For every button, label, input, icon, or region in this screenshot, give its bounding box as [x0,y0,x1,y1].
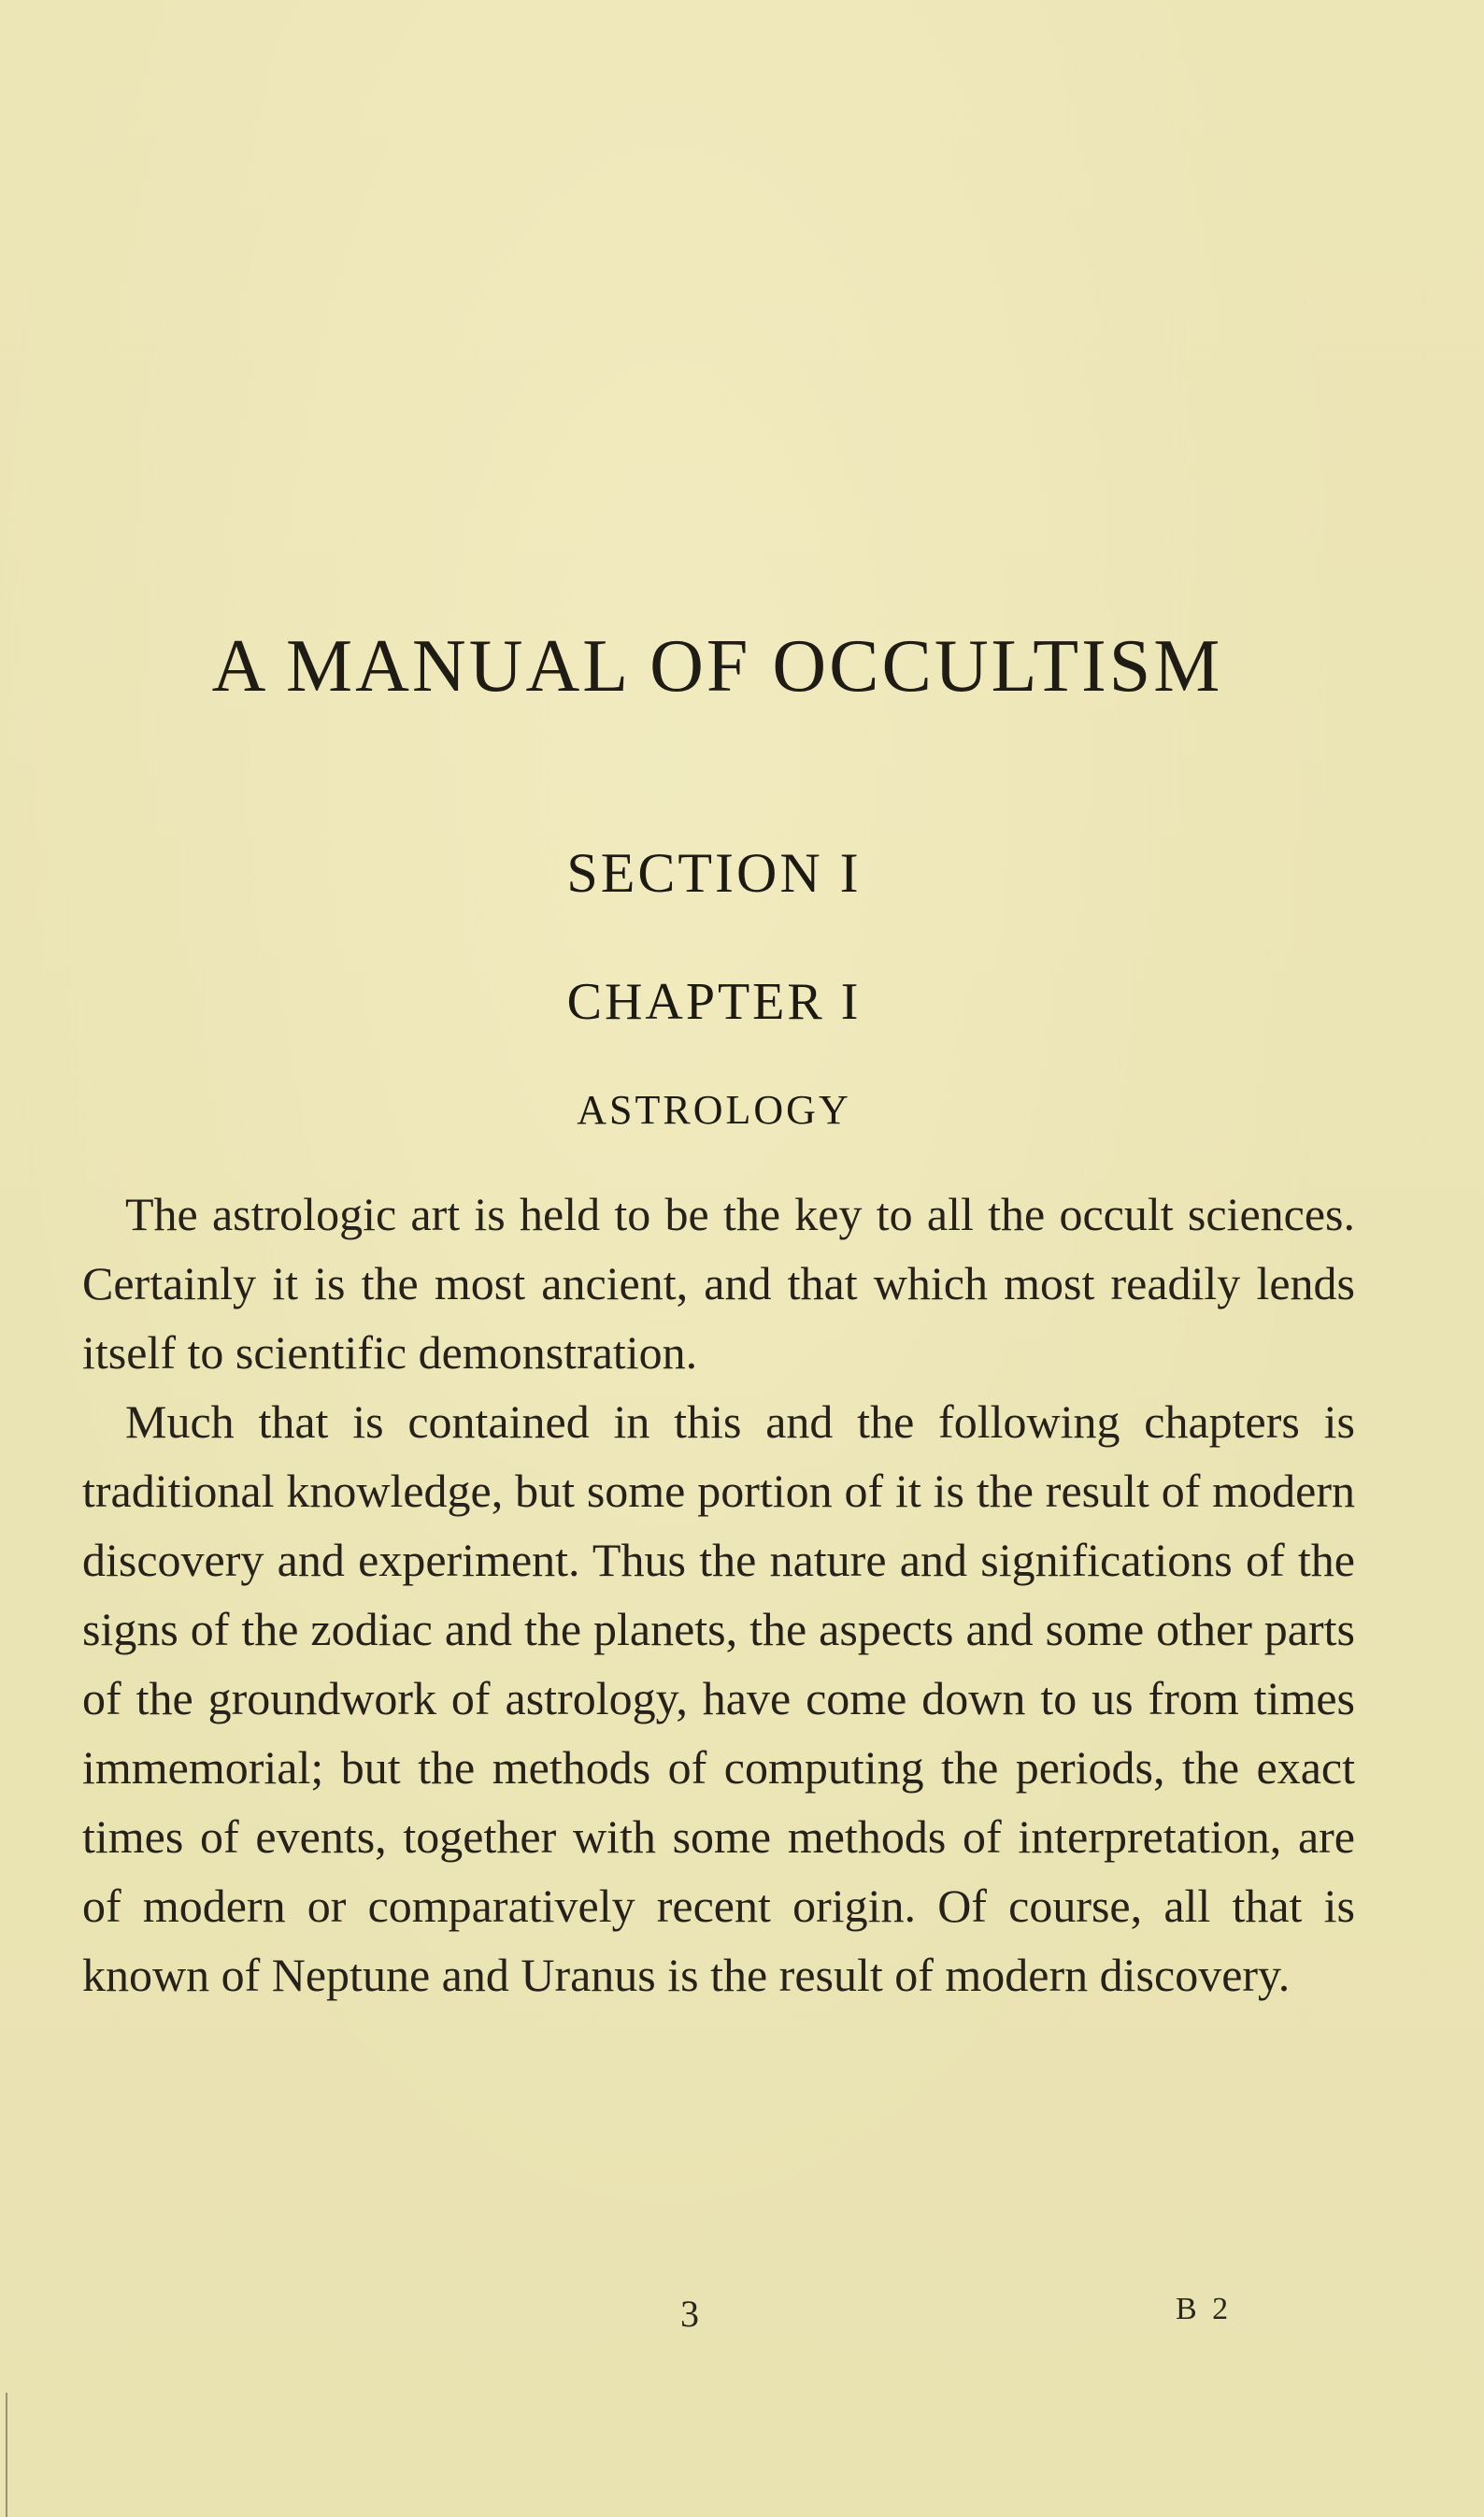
book-title: A MANUAL OF OCCULTISM [211,625,1223,708]
chapter-title: ASTROLOGY [577,1087,851,1133]
section-heading: SECTION I [566,842,862,904]
paragraph-2: Much that is contained in this and the following chapters is traditional knowledge, but some portion of it is the result of modern discovery and experiment. Thus the nature and significations of the signs of the zodiac and the planets, the aspects and some other parts of the groundwork of astrology, have come down to us from times immemorial; but the methods of computing the periods, the exact times of events, together with some methods of interpretation, are of modern or comparatively recent origin. Of course, all that is known of Neptune and Uranus is the result of modern discovery. [82,1395,1355,2001]
chapter-heading: CHAPTER I [566,973,862,1031]
page-edge-line [6,2393,7,2517]
page-number: 3 [680,2293,701,2335]
body-text [82,1180,1355,2009]
signature-mark: B 2 [1176,2292,1233,2326]
paragraph-1: The astrologic art is held to be the key to all the occult sciences. Certainly it is the most ancient, and that which most readily lends itself to scientific demonstration. [82,1188,1355,1379]
